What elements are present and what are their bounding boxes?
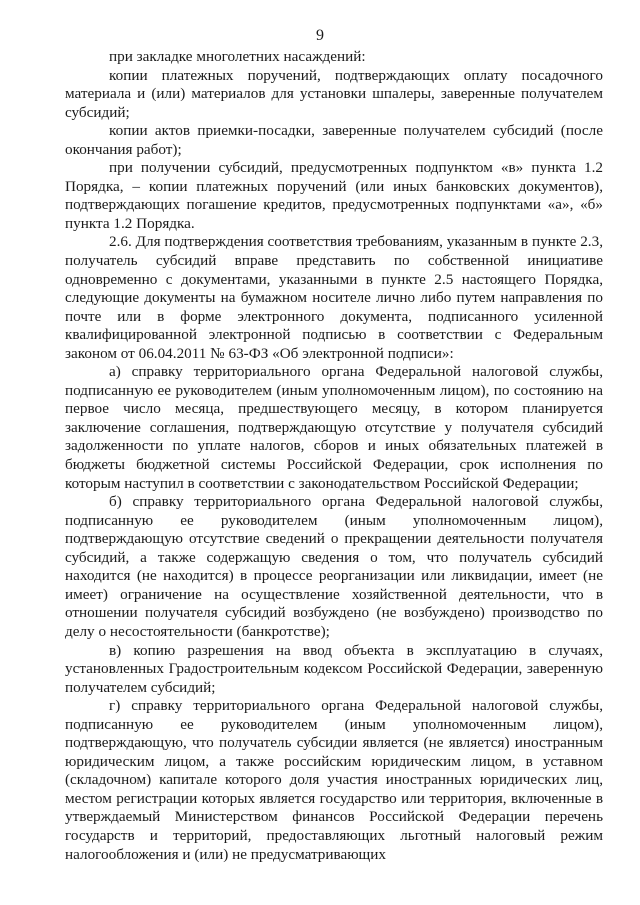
document-body (65, 48, 603, 864)
paragraph-2-6-optional-documents: 2.6. Для подтверждения соответствия требованиям, указанным в пункте 2.3, получатель субсидий вправе представить по собственной инициативе одновременно с документами, указанными в пункте 2.5 настоящего Порядка, следующие документы на бумажном носителе лично либо путем направления по почте или в форме электронного документа, подписанного усиленной квалифицированной электронной подписью в соответствии с Федеральным законом от 06.04.2011 № 63-ФЗ «Об электронной подписи»: (65, 233, 603, 362)
paragraph-perennial-plantings-heading: при закладке многолетних насаждений: (109, 48, 366, 65)
paragraph-acceptance-acts-copies: копии актов приемки-посадки, заверенные получателем субсидий (после окончания работ); (65, 122, 603, 158)
paragraph-item-a-tax-certificate: а) справку территориального органа Федеральной налоговой службы, подписанную ее руководителем (иным уполномоченным лицом), по состоянию на первое число месяца, предшествующего месяцу, в котором планируется заключение соглашения, подтверждающую отсутствие у получателя субсидий задолженности по уплате налогов, сборов и иных обязательных платежей в бюджеты бюджетной системы Российской Федерации, срок исполнения по которым наступил в соответствии с законодательством Российской Федерации; (65, 363, 603, 492)
paragraph-item-v-commissioning-permit: в) копию разрешения на ввод объекта в эксплуатацию в случаях, установленных Градостроительным кодексом Российской Федерации, заверенную получателем субсидий; (65, 641, 603, 696)
paragraph-loan-repayment-documents: при получении субсидий, предусмотренных подпунктом «в» пункта 1.2 Порядка, – копии платежных поручений (или иных банковских документов), подтверждающих погашение кредитов, предусмотренных подпунктами «а», «б» пункта 1.2 Порядка. (65, 159, 603, 232)
paragraph-item-b-activity-certificate: б) справку территориального органа Федеральной налоговой службы, подписанную ее руководителем (иным уполномоченным лицом), подтверждающую отсутствие сведений о прекращении деятельности получателя субсидий, а также содержащую сведения о том, что получатель субсидий находится (не находится) в процессе реорганизации или ликвидации, имеет (не имеет) ограничение на осуществление хозяйственной деятельности, что в отношении получателя субсидий возбуждено (не возбуждено) производство по делу о несостоятельности (банкротстве); (65, 493, 603, 640)
paragraph-payment-orders-copies: копии платежных поручений, подтверждающих оплату посадочного материала и (или) материалов для установки шпалеры, заверенные получателем субсидий; (65, 66, 603, 121)
paragraph-item-g-foreign-entity-certificate: г) справку территориального органа Федеральной налоговой службы, подписанную ее руководителем (иным уполномоченным лицом), подтверждающую, что получатель субсидии является (не является) иностранным юридическим лицом, а также российским юридическим лицом, в уставном (складочном) капитале которого доля участия иностранных юридических лиц, местом регистрации которых является государство или территория, включенные в утверждаемый Министерством финансов Российской Федерации перечень государств и территорий, предоставляющих льготный налоговый режим налогообложения и (или) не предусматривающих (65, 697, 603, 863)
page-number: 9 (316, 27, 324, 44)
